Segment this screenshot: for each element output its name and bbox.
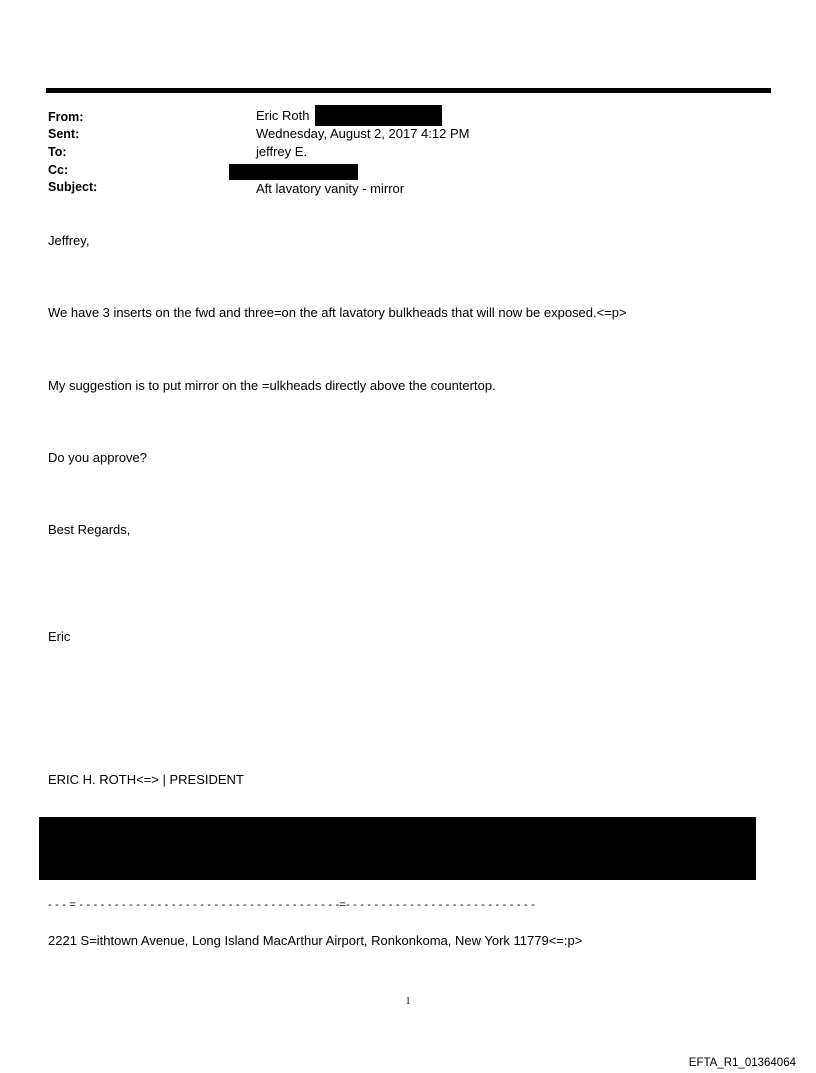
- address: 2221 S=ithtown Avenue, Long Island MacArthur Airport, Ronkonkoma, New York 11779<=:p>: [48, 933, 583, 948]
- from-value: Eric Roth: [256, 108, 310, 123]
- page-number: 1: [405, 996, 411, 1007]
- signature-title: ERIC H. ROTH<=> | PRESIDENT: [48, 772, 244, 787]
- document-id: EFTA_R1_01364064: [688, 1057, 796, 1069]
- cc-redaction: [229, 164, 358, 180]
- from-label: From:: [48, 110, 84, 124]
- from-email-redaction: [315, 105, 442, 126]
- to-label: To:: [48, 145, 67, 159]
- signoff: Eric: [48, 629, 71, 644]
- body-paragraph-1: We have 3 inserts on the fwd and three=on the aft lavatory bulkheads that will now be exposed.<=p>: [48, 305, 627, 320]
- greeting: Jeffrey,: [48, 233, 90, 248]
- signature-redaction: [39, 817, 756, 880]
- header-rule: [46, 88, 771, 93]
- subject-label: Subject:: [48, 180, 98, 194]
- body-paragraph-3: Do you approve?: [48, 450, 148, 465]
- separator-line: - - - = - - - - - - - - - - - - - - - - - - - - - - - - - - - - - - - - - - - - -=- - - - - - - - - - - - - - - - - - - - - - - - - - -: [48, 899, 535, 911]
- sent-value: Wednesday, August 2, 2017 4:12 PM: [256, 126, 470, 141]
- closing: Best Regards,: [48, 522, 131, 537]
- subject-value: Aft lavatory vanity - mirror: [256, 181, 405, 196]
- cc-label: Cc:: [48, 163, 69, 177]
- sent-label: Sent:: [48, 127, 80, 141]
- to-value: jeffrey E.: [256, 144, 308, 159]
- body-paragraph-2: My suggestion is to put mirror on the =ulkheads directly above the countertop.: [48, 378, 496, 393]
